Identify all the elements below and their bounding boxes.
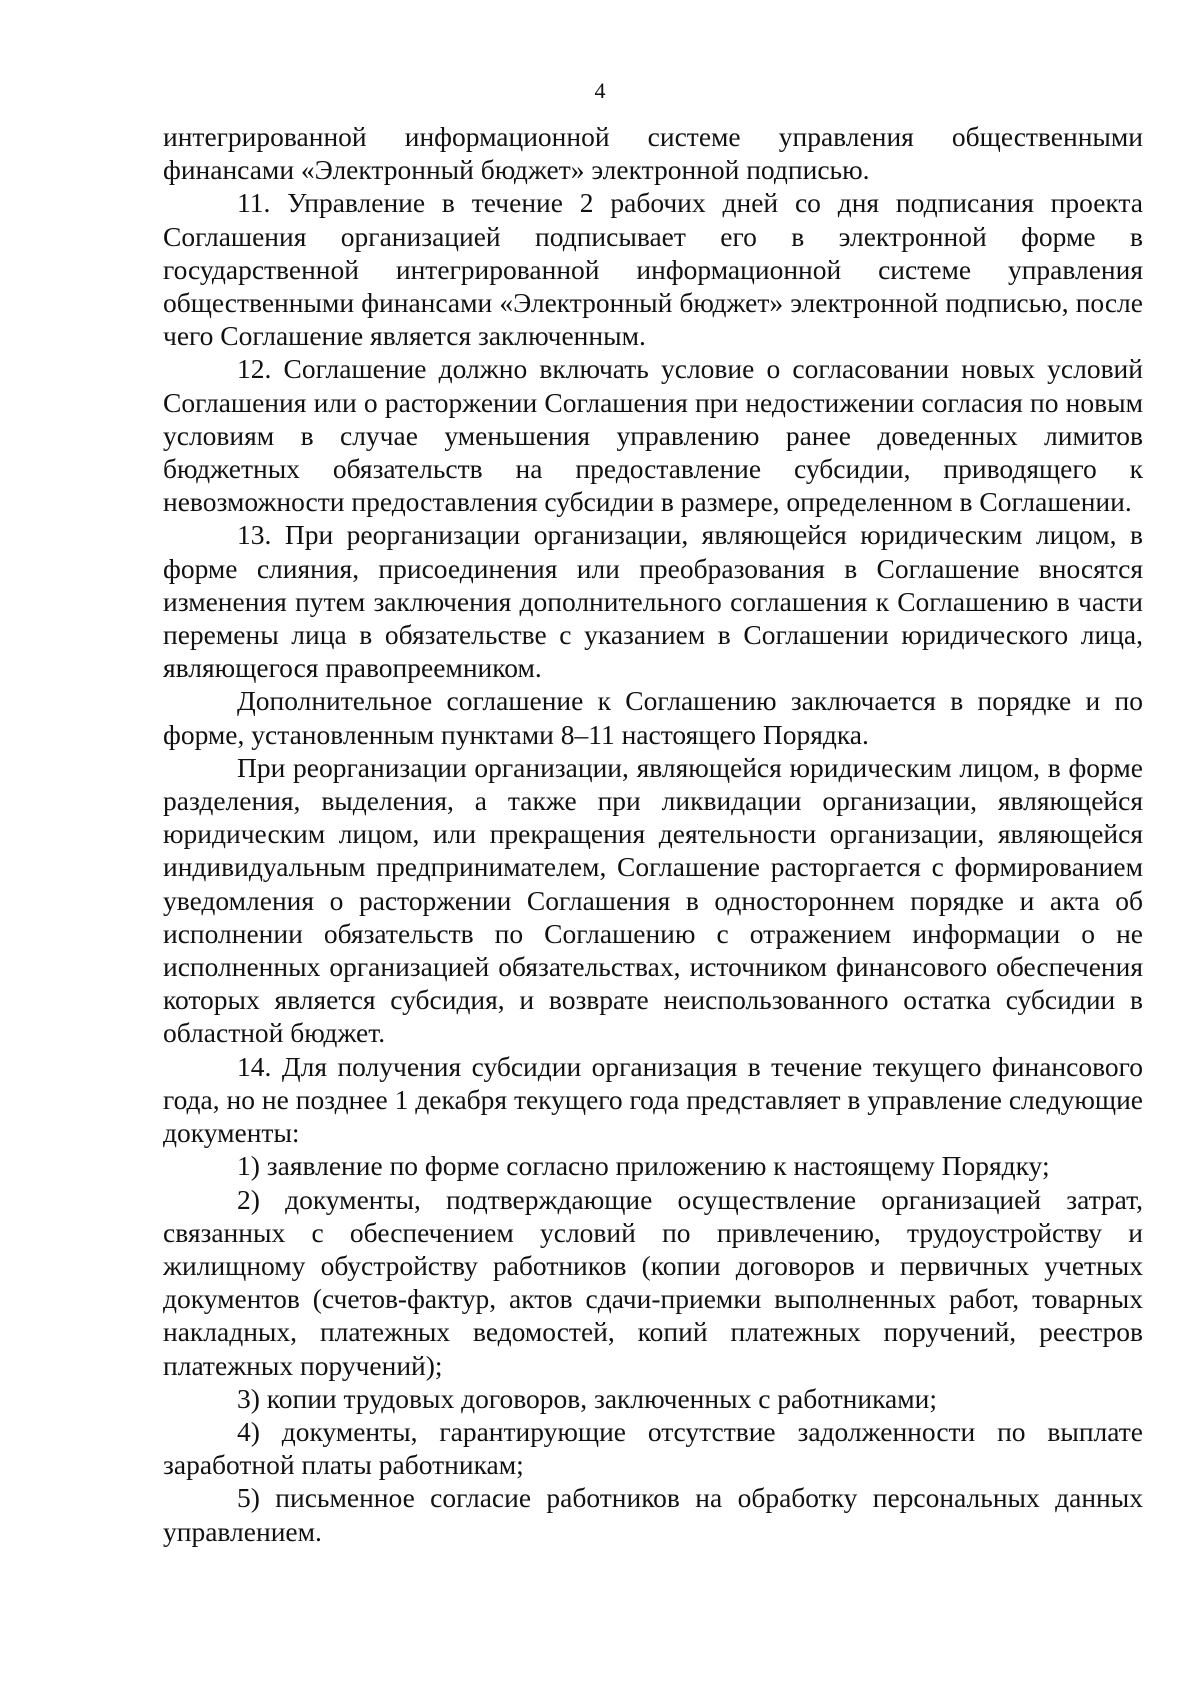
paragraph-item-13: 13. При реорганизации организации, являющейся юридическим лицом, в форме слияния, присоединения или преобразования в Соглашение вносятся изменения путем заключения дополнительного соглашения к Соглашению в части перемены лица в обязательстве с указанием в Соглашении юридического лица, являющегося правопреемником. — [163, 519, 1143, 684]
paragraph-continuation: интегрированной информационной системе управления общественными финансами «Электронный бюджет» электронной подписью. — [163, 121, 1143, 186]
paragraph-item-12: 12. Соглашение должно включать условие о согласовании новых условий Соглашения или о расторжении Соглашения при недостижении согласия по новым условиям в случае уменьшения управлению ранее доведенных лимитов бюджетных обязательств на предоставление субсидии, приводящего к невозможности предоставления субсидии в размере, определенном в Соглашении. — [163, 353, 1143, 518]
paragraph-item-14: 14. Для получения субсидии организация в течение текущего финансового года, но не позднее 1 декабря текущего года представляет в управление следующие документы: — [163, 1050, 1143, 1149]
paragraph-item-11: 11. Управление в течение 2 рабочих дней со дня подписания проекта Соглашения организацией подписывает его в электронной форме в государственной интегрированной информационной системе управления общественными финансами «Электронный бюджет» электронной подписью, после чего Соглашение является заключенным. — [163, 187, 1143, 352]
document-body — [163, 120, 1143, 1548]
list-item-2: 2) документы, подтверждающие осуществление организацией затрат, связанных с обеспечением условий по привлечению, трудоустройству и жилищному обустройству работников (копии договоров и первичных учетных документов (счетов-фактур, актов сдачи-приемки выполненных работ, товарных накладных, платежных ведомостей, копий платежных поручений, реестров платежных поручений); — [163, 1183, 1143, 1381]
paragraph-additional-agreement: Дополнительное соглашение к Соглашению заключается в порядке и по форме, установленным пунктами 8–11 настоящего Порядка. — [163, 685, 1143, 750]
page-number: 4 — [594, 78, 606, 103]
list-item-3: 3) копии трудовых договоров, заключенных с работниками; — [237, 1382, 937, 1414]
list-item-5: 5) письменное согласие работников на обработку персональных данных управлением. — [163, 1482, 1143, 1547]
list-item-4: 4) документы, гарантирующие отсутствие задолженности по выплате заработной платы работникам; — [163, 1415, 1143, 1481]
paragraph-reorganization: При реорганизации организации, являющейся юридическим лицом, в форме разделения, выделения, а также при ликвидации организации, являющейся юридическим лицом, или прекращения деятельности организации, являющейся индивидуальным предпринимателем, Соглашение расторгается с формированием уведомления о расторжении Соглашения в одностороннем порядке и акта об исполнении обязательств по Соглашению с отражением информации о не исполненных организацией обязательствах, источником финансового обеспечения которых является субсидия, и возврате неиспользованного остатка субсидии в областной бюджет. — [163, 751, 1143, 1049]
list-item-1: 1) заявление по форме согласно приложению к настоящему Порядку; — [237, 1150, 1050, 1182]
